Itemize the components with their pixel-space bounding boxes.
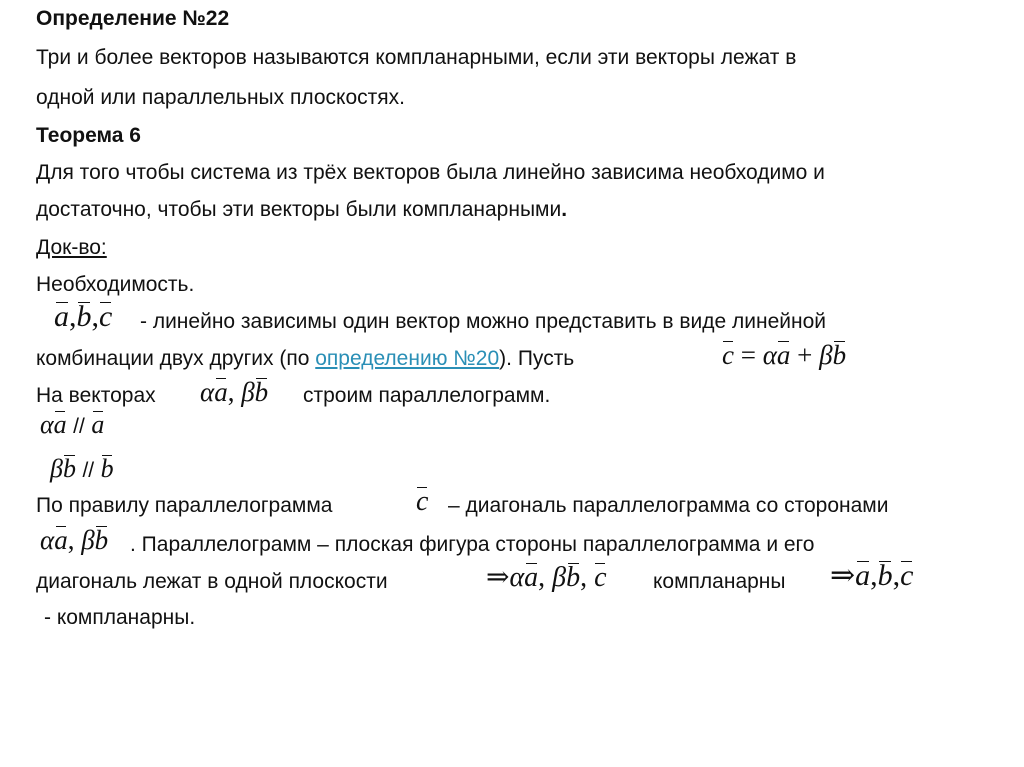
plane-text: диагональ лежат в одной плоскости: [36, 570, 388, 593]
coplanar-text-2: - компланарны.: [44, 606, 196, 629]
formula-beta-b-parallel: βb // b: [50, 454, 114, 483]
combination-text: комбинации двух других (по определению №20). Пусть: [36, 347, 575, 370]
proof-label: Док-во:: [36, 236, 107, 259]
definition-title: Определение №22: [36, 7, 230, 30]
formula-c-diagonal: c: [416, 486, 429, 517]
diagonal-text: – диагональ параллелограмма со сторонами: [448, 494, 889, 517]
formula-implies-1: ⇒αa, βb, c: [486, 562, 607, 593]
definition-text-line-1: Три и более векторов называются компланарными, если эти векторы лежат в: [36, 46, 797, 69]
definition-20-link[interactable]: определению №20: [315, 347, 500, 370]
coplanar-text-1: компланарны: [653, 570, 786, 593]
formula-c-equals: c = αa + βb: [722, 340, 847, 370]
necessity-label: Необходимость.: [36, 273, 195, 296]
definition-text-line-2: одной или параллельных плоскостях.: [36, 86, 405, 109]
formula-implies-abc: ⇒a,b,c: [830, 559, 914, 592]
theorem-text-line-1: Для того чтобы система из трёх векторов была линейно зависима необходимо и: [36, 161, 825, 184]
rule-text: По правилу параллелограмма: [36, 494, 333, 517]
formula-alpha-a-beta-b: αa, βb: [200, 377, 269, 407]
theorem-text-line-2: достаточно, чтобы эти векторы были компланарными.: [36, 198, 568, 221]
formula-alpha-a-parallel: αa // a: [40, 410, 105, 439]
formula-abc-1: a,b,c: [54, 300, 113, 333]
dependence-text: - линейно зависимы один вектор можно представить в виде линейной: [140, 310, 826, 333]
parallelogram-text: . Параллелограмм – плоская фигура стороны параллелограмма и его: [130, 533, 815, 556]
theorem-title: Теорема 6: [36, 124, 141, 147]
vectors-intro-text: На векторах: [36, 384, 156, 407]
formula-sides: αa, βb: [40, 525, 109, 555]
build-parallelogram-text: строим параллелограмм.: [303, 384, 551, 407]
